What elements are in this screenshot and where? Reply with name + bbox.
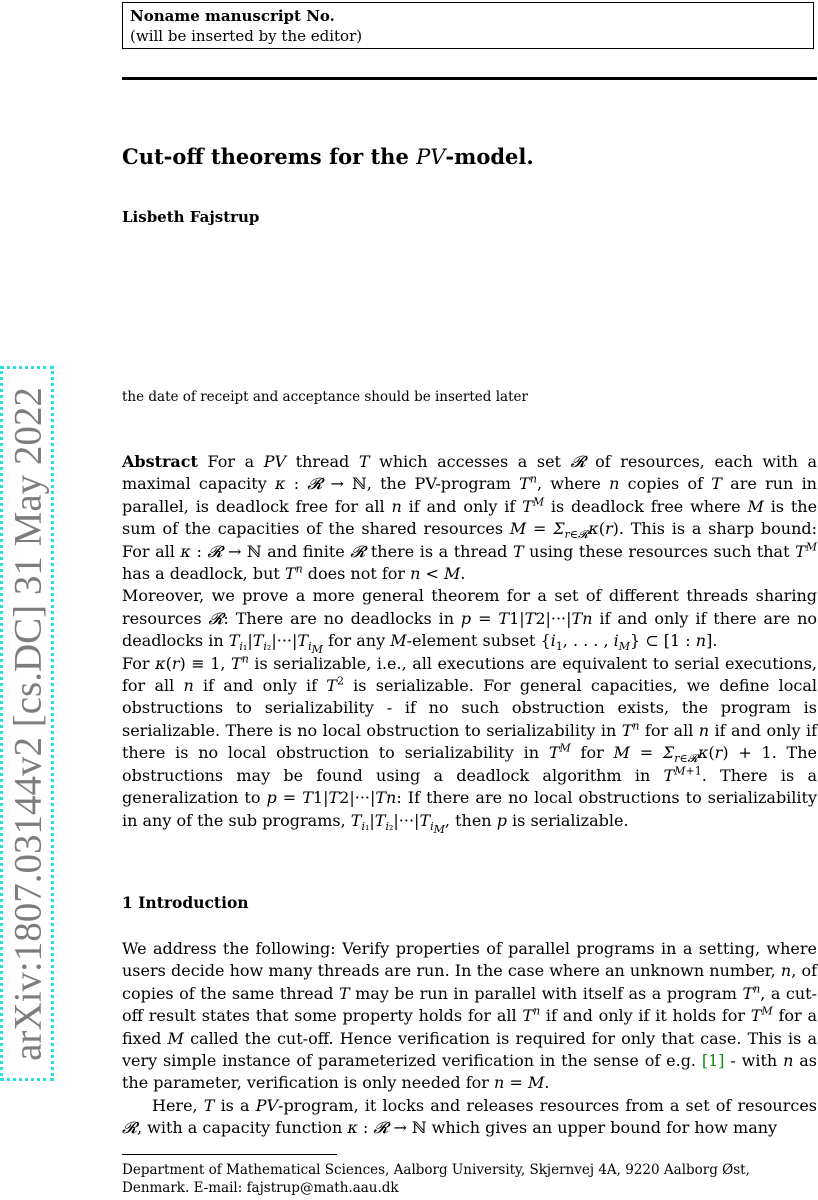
manuscript-header-box: [122, 2, 814, 49]
abstract-paragraph-3: For κ(r) ≡ 1, $T^n$ is serializable, i.e., all executions are equivalent to serial executions, for all n if and only if $T^2$ is serializable. For general capacities, we define local obstructions to serializability - if no such obstruction exists, the program is serializable. There is no local obstruction to serializability in $T^n$ for all n if and only if there is no local obstruction to serializability in $T^M$ for $M = \Sigma_{r\in 𝓡}\kappa(r) + 1$. The obstructions may be found using a deadlock algorithm in $T^{M+1}$. There is a generalization to p = T1|T2|···|Tn: If there are no local obstructions to serializability in any of the sub programs, $T_{i_1}|T_{i_2}|\cdot\cdot\cdot|T_{i_M}$, then p is serializable.: [122, 652, 818, 836]
author-affiliation-footnote: Department of Mathematical Sciences, Aalborg University, Skjernvej 4A, 9220 Aalborg Øst, Denmark. E-mail: fajstrup@math.aau.dk: [122, 1162, 750, 1196]
manuscript-number: Noname manuscript No.: [130, 7, 335, 25]
paper-title: [122, 144, 534, 169]
title-suffix: -model.: [445, 144, 534, 169]
manuscript-editor-note: (will be inserted by the editor): [130, 27, 363, 45]
abstract-paragraph-2: Moreover, we prove a more general theorem for a set of different threads sharing resources 𝓡: There are no deadlocks in p = T1|T2|···|Tn if and only if there are no deadlocks in $T_{i_1}|T_{i_2}|\cdot\cdot\cdot|T_{i_M}$ for any M-element subset {$i_1$, . . . , $i_M$} ⊂ [1 : n].: [122, 586, 818, 657]
intro-paragraph-1: We address the following: Verify properties of parallel programs in a setting, where users decide how many threads are run. In the case where an unknown number, n, of copies of the same thread T may be run in parallel with itself as a program $T^n$, a cut-off result states that some property holds for all $T^n$ if and only if it holds for $T^M$ for a fixed M called the cut-off. Hence verification is required for only that case. This is a very simple instance of parameterized verification in the sense of e.g. [1] - with n as the parameter, verification is only needed for n = M.: [122, 939, 818, 1093]
introduction-body: [122, 938, 817, 1140]
abstract: [122, 451, 818, 836]
section-heading-introduction: 1 Introduction: [122, 893, 249, 912]
title-prefix: Cut-off theorems for the: [122, 144, 417, 169]
intro-paragraph-2: Here, T is a PV-program, it locks and releases resources from a set of resources 𝓡, with a capacity function κ : 𝓡 → ℕ which gives an upper bound for how many: [122, 1095, 818, 1138]
header-rule: [122, 77, 817, 80]
abstract-paragraph-1: Abstract For a PV thread T which accesses a set 𝓡 of resources, each with a maximal capacity κ : 𝓡 → ℕ, the PV-program $T^n$, where n copies of T are run in parallel, is deadlock free for all n if and only if $T^M$ is deadlock free where M is the sum of the capacities of the shared resources $M = \Sigma_{r\in 𝓡}\kappa(r)$. This is a sharp bound: For all κ : 𝓡 → ℕ and finite 𝓡 there is a thread T using these resources such that $T^M$ has a deadlock, but $T^n$ does not for n < M.: [122, 452, 818, 584]
footnote-rule: [122, 1154, 337, 1155]
citation-link[interactable]: [1]: [701, 1051, 725, 1071]
title-math: PV: [416, 145, 446, 169]
date-note: the date of receipt and acceptance should be inserted later: [122, 389, 528, 405]
author-name: Lisbeth Fajstrup: [122, 208, 260, 226]
abstract-heading: Abstract: [122, 452, 198, 471]
arxiv-identifier-label[interactable]: arXiv:1807.03144v2 [cs.DC] 31 May 2022: [6, 387, 50, 1061]
